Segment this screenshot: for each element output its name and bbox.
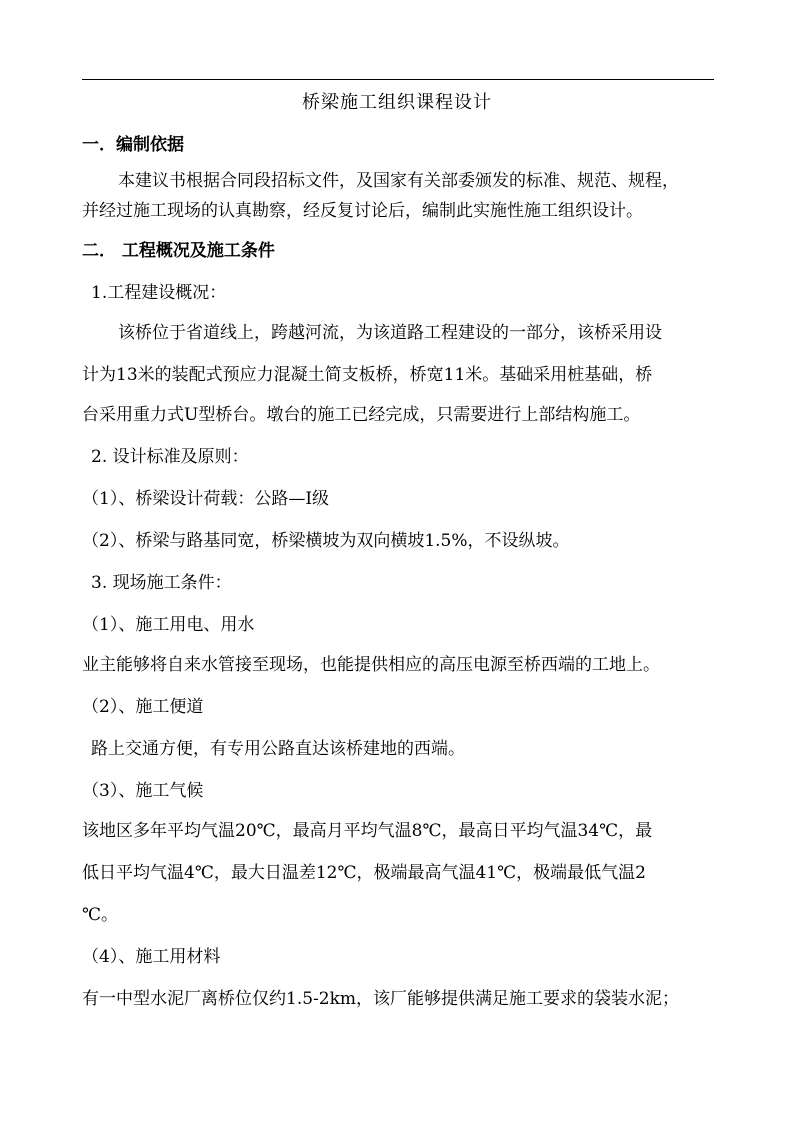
header-rule <box>82 79 714 80</box>
section-heading-overview: 二． 工程概况及施工条件 <box>82 241 275 261</box>
list-item: （2）、桥梁与路基同宽，桥梁横坡为双向横坡1.5%，不设纵坡。 <box>82 531 570 551</box>
paragraph-line: 并经过施工现场的认真勘察，经反复讨论后，编制此实施性施工组织设计。 <box>82 201 643 221</box>
paragraph-line: 有一中型水泥厂离桥位仅约1.5-2km，该厂能够提供满足施工要求的袋装水泥； <box>82 989 680 1009</box>
list-item: （2）、施工便道 <box>82 697 204 717</box>
document-title: 桥梁施工组织课程设计 <box>302 92 492 113</box>
list-item: （1）、施工用电、用水 <box>82 615 255 635</box>
subsection-heading: 2. 设计标准及原则： <box>91 447 249 467</box>
subsection-heading: 1.工程建设概况： <box>91 283 227 303</box>
list-item: （1）、桥梁设计荷载：公路—Ⅰ级 <box>82 489 330 509</box>
paragraph-line: 低日平均气温4℃，最大日温差12℃，极端最高气温41℃，极端最低气温2 <box>82 863 646 883</box>
paragraph-line: 台采用重力式U型桥台。墩台的施工已经完成，只需要进行上部结构施工。 <box>82 405 641 425</box>
section-heading-basis: 一．编制依据 <box>82 135 184 155</box>
paragraph-line: 该桥位于省道线上，跨越河流，为该道路工程建设的一部分，该桥采用设 <box>118 323 662 343</box>
subsection-heading: 3. 现场施工条件： <box>91 573 232 593</box>
paragraph-line: 计为13米的装配式预应力混凝土简支板桥，桥宽11米。基础采用桩基础，桥 <box>82 365 653 385</box>
paragraph-line: ℃。 <box>82 905 119 925</box>
list-item: （3）、施工气候 <box>82 781 204 801</box>
paragraph-line: 业主能够将自来水管接至现场，也能提供相应的高压电源至桥西端的工地上。 <box>82 655 660 675</box>
list-item: （4）、施工用材料 <box>82 947 221 967</box>
paragraph-line: 本建议书根据合同段招标文件，及国家有关部委颁发的标准、规范、规程， <box>118 171 679 191</box>
paragraph-line: 该地区多年平均气温20℃，最高月平均气温8℃，最高日平均气温34℃，最 <box>82 821 653 841</box>
paragraph-line: 路上交通方便，有专用公路直达该桥建地的西端。 <box>91 739 465 759</box>
